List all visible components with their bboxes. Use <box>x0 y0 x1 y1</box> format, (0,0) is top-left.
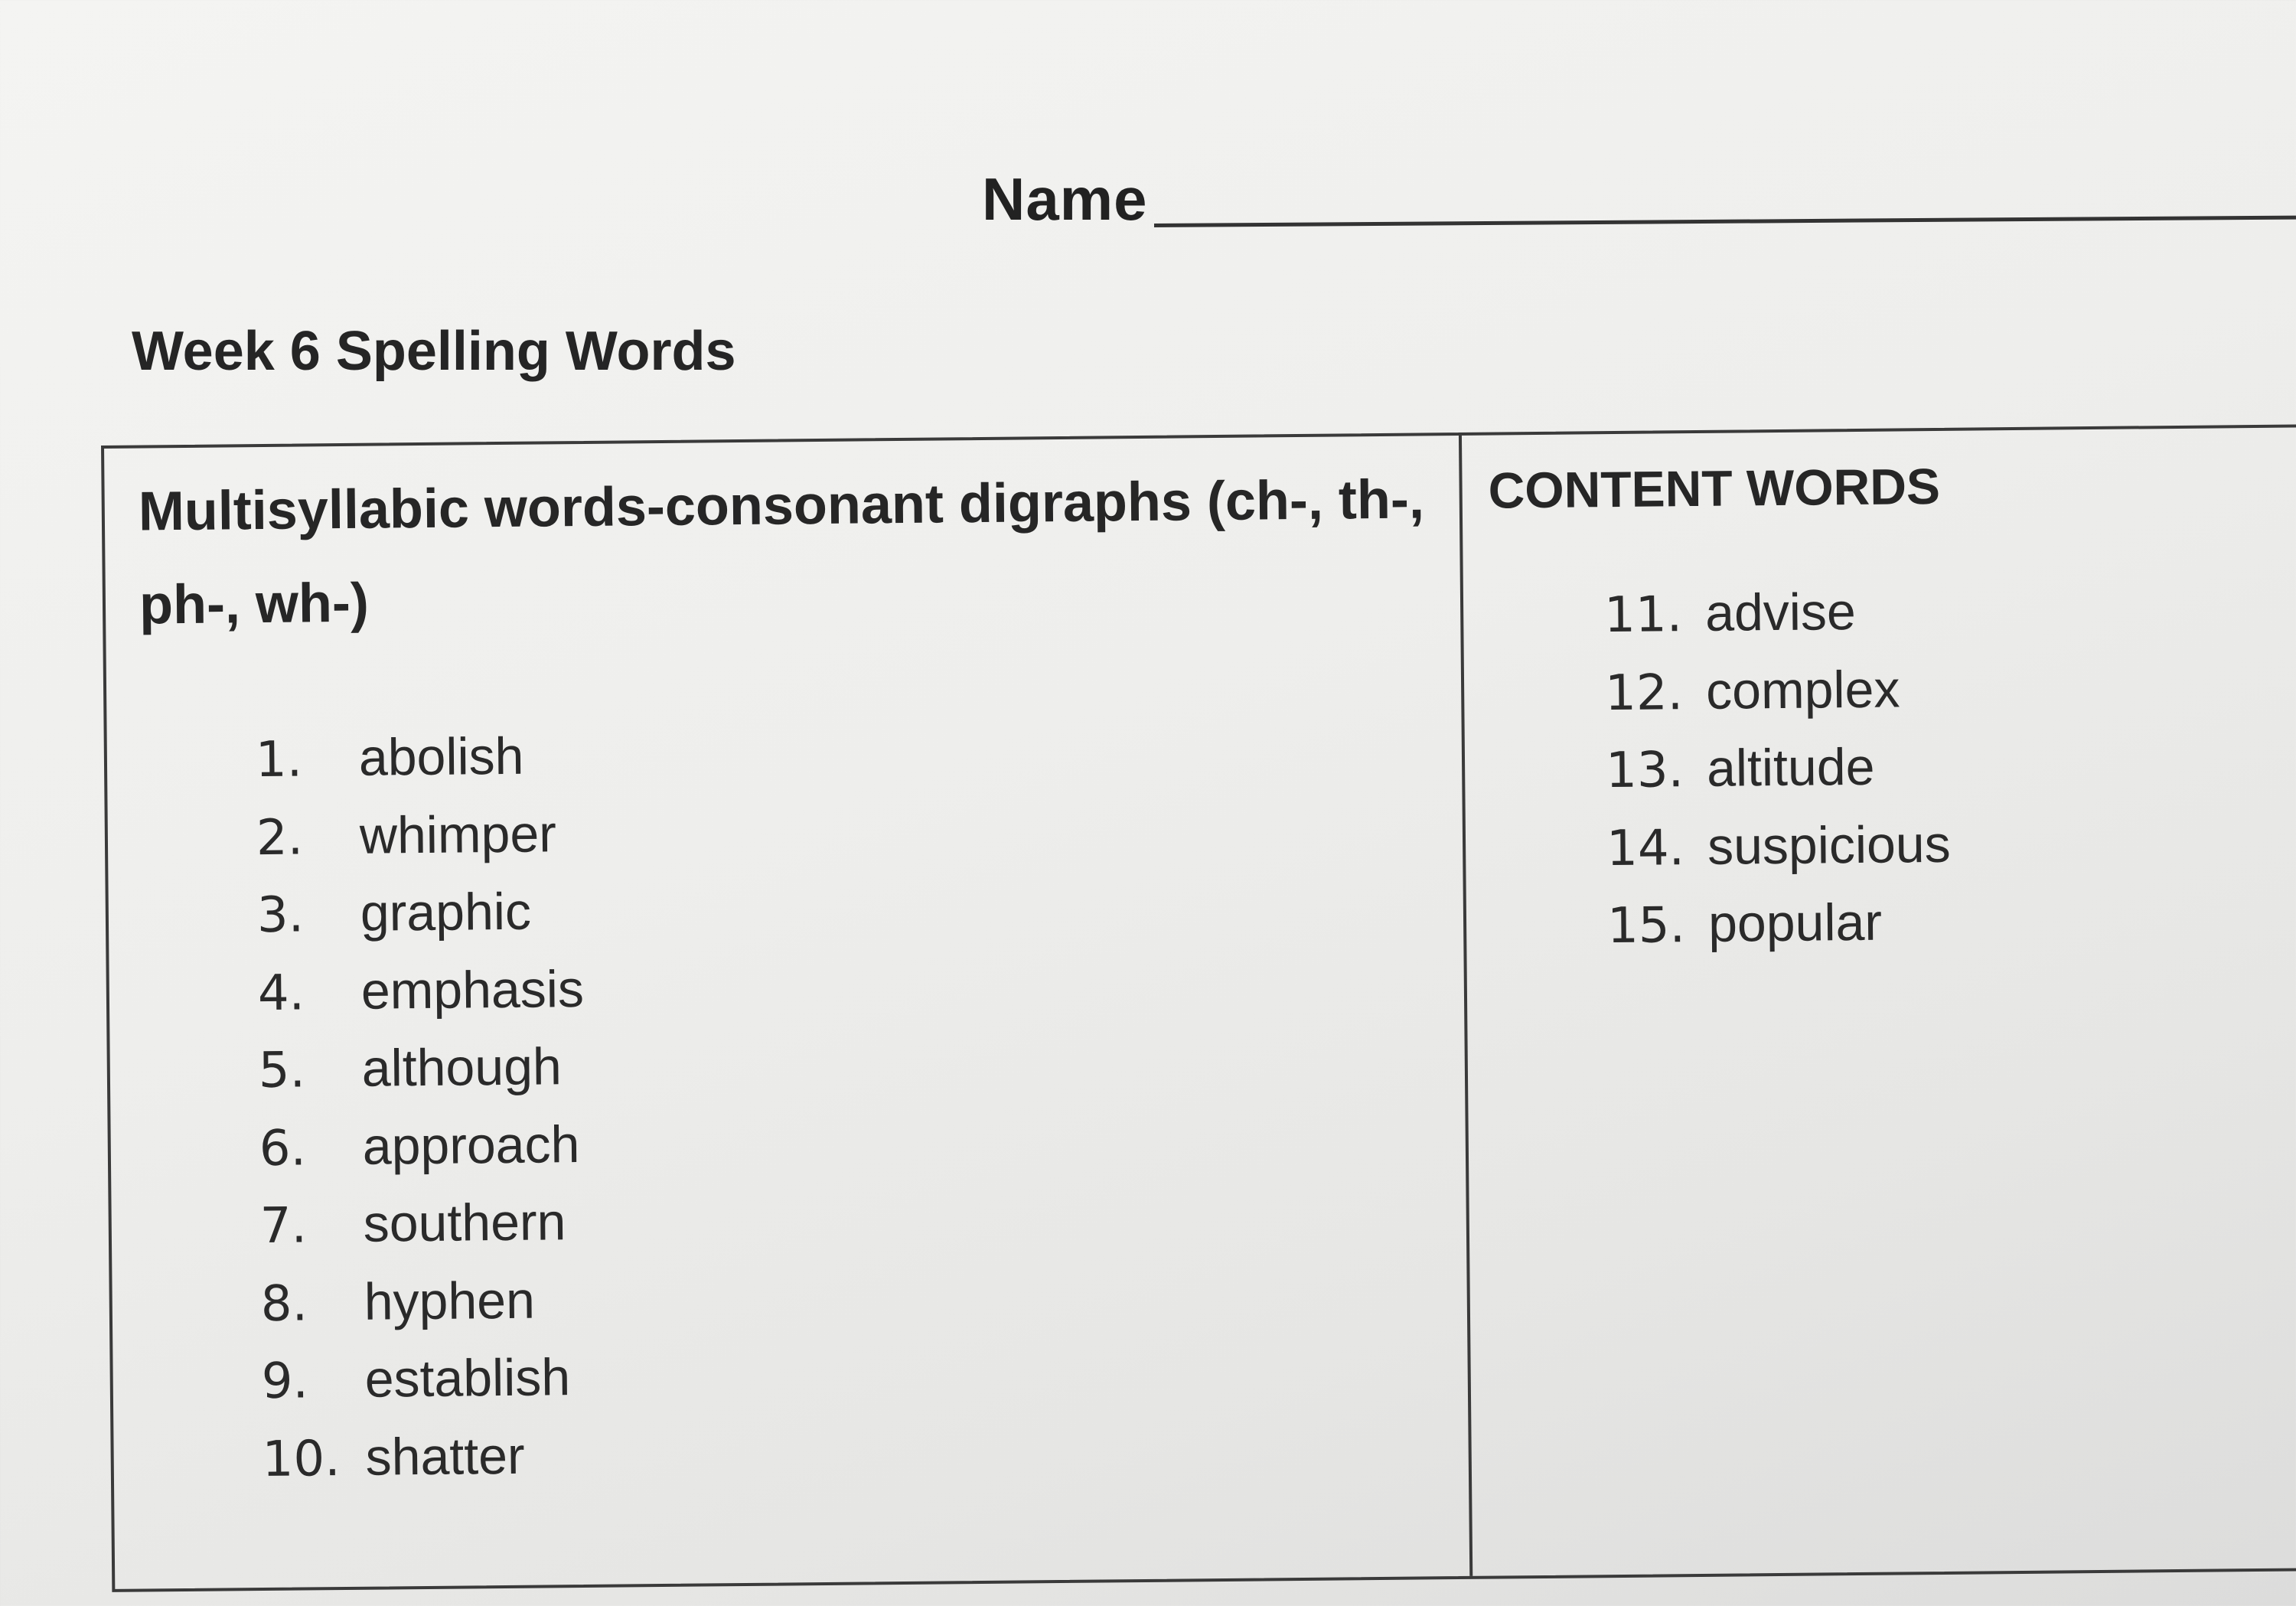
spelling-word: hyphen <box>364 1271 536 1331</box>
item-number: 1. <box>255 731 303 789</box>
list-item <box>262 1409 1449 1498</box>
name-blank-line <box>1154 216 2296 227</box>
item-number: 15. <box>1606 897 1686 955</box>
item-number: 4. <box>257 964 305 1022</box>
item-number: 3. <box>256 886 305 945</box>
list-item <box>257 943 1444 1032</box>
list-item <box>258 1020 1445 1109</box>
item-number: 2. <box>256 808 304 867</box>
right-column-heading: CONTENT WORDS <box>1488 457 1941 519</box>
left-word-list <box>140 710 1449 1499</box>
column-divider <box>1459 436 1473 1576</box>
item-number: 8. <box>260 1275 308 1333</box>
item-number: 14. <box>1606 819 1685 877</box>
item-number: 12. <box>1604 664 1684 722</box>
spelling-word: complex <box>1705 659 1900 720</box>
item-number: 6. <box>259 1119 307 1177</box>
item-number: 11. <box>1603 586 1683 645</box>
spelling-word: although <box>361 1037 563 1098</box>
spelling-word: approach <box>362 1115 580 1176</box>
left-column-heading: Multisyllabic words-consonant digraphs (ch-, th-, ph-, wh-) <box>138 468 1425 636</box>
spelling-word: advise <box>1704 583 1857 642</box>
list-item <box>256 865 1443 954</box>
item-number: 5. <box>258 1042 306 1100</box>
spelling-word: altitude <box>1706 737 1875 798</box>
list-item <box>1604 570 2255 654</box>
right-column <box>1488 445 2258 966</box>
right-word-list <box>1489 570 2258 966</box>
spelling-word: establish <box>364 1348 571 1409</box>
list-item <box>256 788 1443 876</box>
spelling-word: whimper <box>359 804 557 865</box>
list-item <box>255 710 1442 798</box>
item-number: 10. <box>262 1430 341 1488</box>
spelling-word: graphic <box>360 882 532 942</box>
spelling-word: popular <box>1707 893 1883 953</box>
list-item <box>261 1331 1448 1420</box>
list-item <box>259 1098 1446 1187</box>
list-item <box>1605 648 2256 732</box>
spelling-word: abolish <box>358 726 524 787</box>
name-label: Name <box>982 165 1148 233</box>
list-item <box>1606 726 2257 810</box>
spelling-words-table <box>101 424 2296 1592</box>
spelling-word: suspicious <box>1707 814 1951 876</box>
list-item <box>1607 881 2258 965</box>
list-item <box>1606 803 2258 887</box>
list-item <box>259 1176 1446 1265</box>
list-item <box>260 1254 1447 1343</box>
item-number: 7. <box>259 1197 308 1255</box>
spelling-word: emphasis <box>360 959 585 1020</box>
left-column <box>138 452 1449 1499</box>
item-number: 9. <box>261 1353 309 1411</box>
item-number: 13. <box>1605 742 1684 800</box>
page-title: Week 6 Spelling Words <box>132 321 736 382</box>
spelling-word: southern <box>363 1193 566 1253</box>
spelling-word: shatter <box>365 1426 525 1487</box>
